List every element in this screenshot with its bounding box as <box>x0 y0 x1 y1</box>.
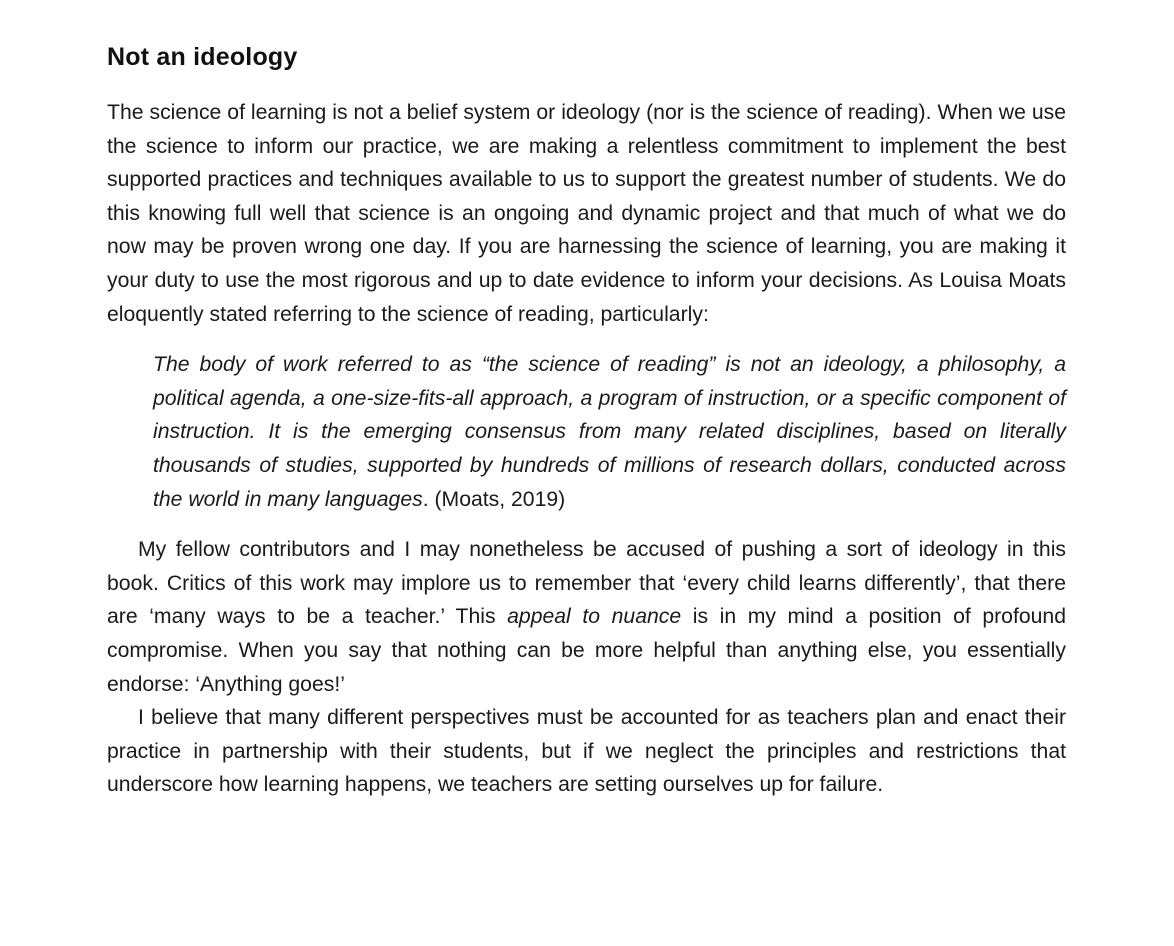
block-quote <box>153 348 1066 516</box>
second-paragraph <box>107 533 1066 701</box>
third-paragraph: I believe that many different perspectives must be accounted for as teachers plan and enact their practice in partnership with their students, but if we neglect the principles and restrictions that underscore how learning happens, we teachers are setting ourselves up for failure. <box>107 706 1066 797</box>
document-page <box>107 38 1066 802</box>
emphasized-phrase: appeal to nuance <box>507 605 682 629</box>
quote-citation: . (Moats, 2019) <box>422 487 566 511</box>
second-paragraph-text-start: My fellow contributors and I may nonetheless be accused of pushing a sort of ideology in this book. Critics of this work may implore us to remember that ‘every child learns differently’, that there are ‘many ways to be a teacher.’ This <box>107 538 1066 629</box>
intro-paragraph: The science of learning is not a belief system or ideology (nor is the science of reading). When we use the science to inform our practice, we are making a relentless commitment to implement the best supported practices and techniques available to us to support the greatest number of students. We do this knowing full well that science is an ongoing and dynamic project and that much of what we do now may be proven wrong one day. If you are harnessing the science of learning, you are making it your duty to use the most rigorous and up to date evidence to inform your decisions. As Louisa Moats eloquently stated referring to the science of reading, particularly: <box>107 101 1066 326</box>
quote-text: The body of work referred to as “the science of reading” is not an ideology, a philosophy, a political agenda, a one-size-fits-all approach, a program of instruction, or a specific component of instruction. It is the emerging consensus from many related disciplines, based on literally thousands of studies, supported by hundreds of millions of research dollars, conducted across the world in many languages <box>153 353 1066 511</box>
second-paragraph-text-end: is in my mind a position of profound compromise. When you say that nothing can be more helpful than anything else, you essentially endorse: ‘Anything goes!’ <box>107 605 1066 696</box>
section-heading: Not an ideology <box>107 43 298 71</box>
